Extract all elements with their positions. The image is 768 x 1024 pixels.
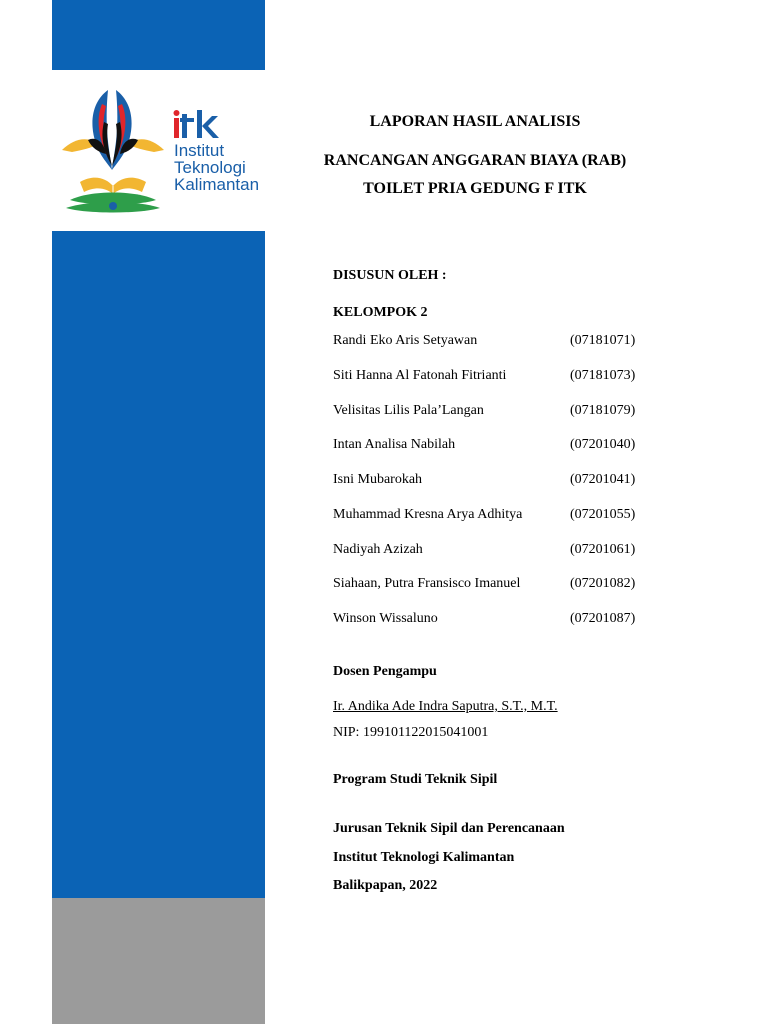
member-name: Siahaan, Putra Fransisco Imanuel (333, 576, 521, 591)
authors-heading: DISUSUN OLEH : (333, 268, 447, 283)
member-nim: (07201082) (570, 576, 636, 591)
member-name: Siti Hanna Al Fatonah Fitrianti (333, 368, 507, 383)
member-row (333, 368, 638, 384)
member-row (333, 333, 638, 349)
place-year: Balikpapan, 2022 (333, 878, 438, 893)
member-name: Intan Analisa Nabilah (333, 437, 456, 452)
member-nim: (07181073) (570, 368, 636, 383)
member-nim: (07201041) (570, 472, 636, 487)
lecturer-heading: Dosen Pengampu (333, 664, 437, 679)
member-row (333, 611, 638, 627)
department-name: Jurusan Teknik Sipil dan Perencanaan (333, 821, 565, 836)
member-name: Randi Eko Aris Setyawan (333, 333, 478, 348)
report-subject: TOILET PRIA GEDUNG F ITK (363, 180, 587, 197)
member-row (333, 576, 638, 592)
member-name: Winson Wissaluno (333, 611, 438, 626)
study-program: Program Studi Teknik Sipil (333, 772, 498, 787)
itk-emblem-icon (58, 82, 168, 222)
member-nim: (07181079) (570, 403, 636, 418)
member-row (333, 403, 638, 419)
member-nim: (07181071) (570, 333, 636, 348)
member-name: Velisitas Lilis Pala’Langan (333, 403, 484, 418)
logo-line-1: Institut (174, 141, 225, 160)
member-row (333, 437, 638, 453)
member-name: Muhammad Kresna Arya Adhitya (333, 507, 523, 522)
lecturer-nip: NIP: 199101122015041001 (333, 725, 489, 740)
sidebar-top-band (52, 0, 265, 70)
member-nim: (07201040) (570, 437, 636, 452)
logo-line-2: Teknologi (174, 158, 246, 177)
itk-logo-text (174, 142, 259, 193)
member-nim: (07201087) (570, 611, 636, 626)
lecturer-name: Ir. Andika Ade Indra Saputra, S.T., M.T. (333, 699, 558, 714)
sidebar-main-band (52, 231, 265, 898)
group-name: KELOMPOK 2 (333, 305, 428, 320)
member-row (333, 472, 638, 488)
member-name: Isni Mubarokah (333, 472, 423, 487)
member-nim: (07201061) (570, 542, 636, 557)
itk-wordmark-icon (172, 110, 232, 140)
institution-name: Institut Teknologi Kalimantan (333, 850, 515, 865)
report-title: LAPORAN HASIL ANALISIS (369, 113, 581, 130)
member-row (333, 507, 638, 523)
member-row (333, 542, 638, 558)
member-name: Nadiyah Azizah (333, 542, 423, 557)
member-nim: (07201055) (570, 507, 636, 522)
itk-logo (58, 82, 264, 222)
logo-line-3: Kalimantan (174, 175, 260, 194)
report-subtitle: RANCANGAN ANGGARAN BIAYA (RAB) (323, 152, 627, 169)
sidebar-bottom-band (52, 898, 265, 1024)
